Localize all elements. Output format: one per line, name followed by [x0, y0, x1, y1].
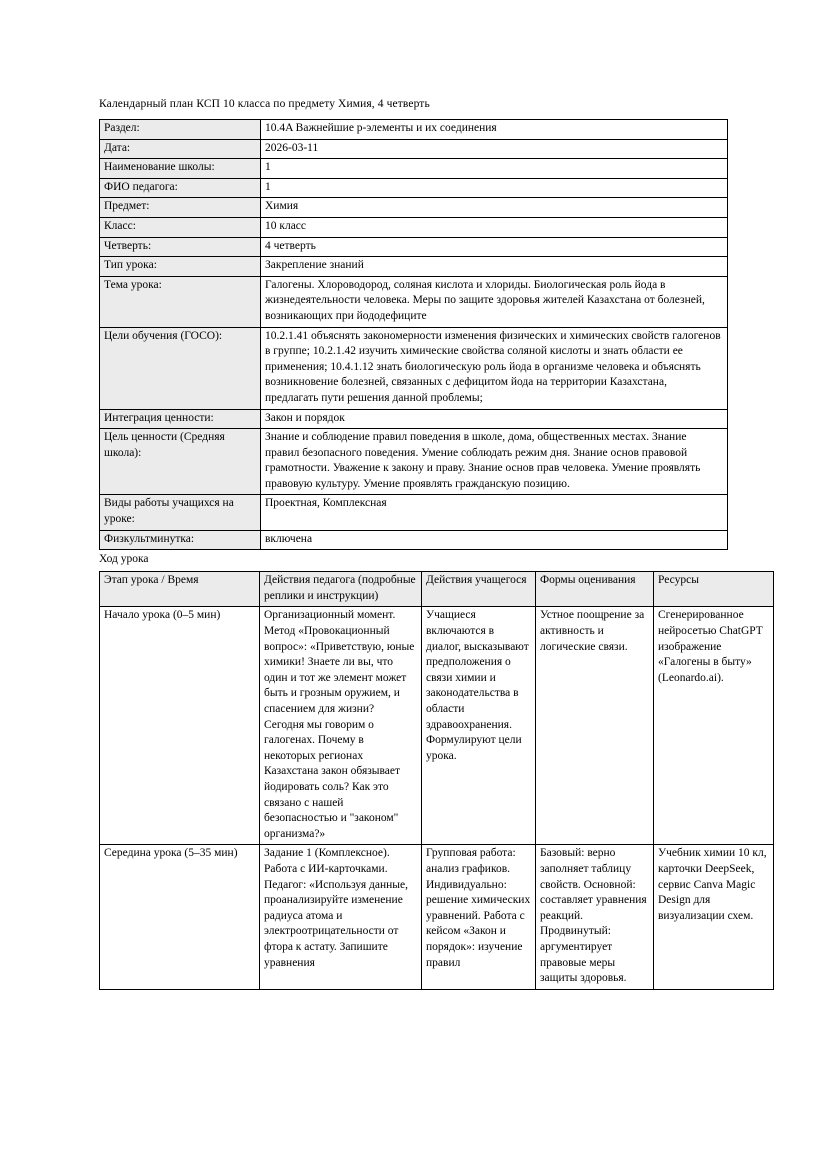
table-row	[100, 139, 728, 159]
cell-resources-start: Сгенерированное нейросетью ChatGPT изображение «Галогены в быту» (Leonardo.ai).	[654, 607, 774, 845]
cell-assessment-middle: Базовый: верно заполняет таблицу свойств. Основной: составляет уравнения реакций. Продвинутый: аргументирует правовые меры защиты здоровья.	[536, 845, 654, 989]
table-row	[100, 159, 728, 179]
info-value-lesson-topic: Галогены. Хлороводород, соляная кислота и хлориды. Биологическая роль йода в жизнедеятельности человека. Меры по защите здоровья жителей Казахстана от болезней, возникающих при йододефиците	[261, 276, 728, 327]
info-value-quarter: 4 четверть	[261, 237, 728, 257]
lesson-info-table	[99, 119, 728, 550]
info-label-physical-break: Физкультминутка:	[100, 530, 261, 550]
table-row	[100, 120, 728, 140]
column-header-assessment-forms: Формы оценивания	[536, 572, 654, 607]
column-header-stage: Этап урока / Время	[100, 572, 260, 607]
info-label-value-integration: Интеграция ценности:	[100, 409, 261, 429]
info-label-subject: Предмет:	[100, 198, 261, 218]
info-value-razdel: 10.4A Важнейшие p-элементы и их соединения	[261, 120, 728, 140]
column-header-student-actions: Действия учащегося	[422, 572, 536, 607]
info-label-school: Наименование школы:	[100, 159, 261, 179]
info-value-physical-break: включена	[261, 530, 728, 550]
table-row	[100, 237, 728, 257]
info-label-teacher: ФИО педагога:	[100, 178, 261, 198]
table-row	[100, 845, 774, 989]
table-row	[100, 530, 728, 550]
cell-teacher-middle: Задание 1 (Комплексное). Работа с ИИ-карточками. Педагог: «Используя данные, проанализируйте изменение радиуса атома и электроотрицательности от фтора к астату. Запишите уравнения	[260, 845, 422, 989]
info-label-work-types: Виды работы учащихся на уроке:	[100, 495, 261, 530]
info-value-subject: Химия	[261, 198, 728, 218]
table-header-row	[100, 572, 774, 607]
table-row	[100, 178, 728, 198]
info-label-razdel: Раздел:	[100, 120, 261, 140]
info-label-value-goal: Цель ценности (Средняя школа):	[100, 429, 261, 495]
info-value-value-goal: Знание и соблюдение правил поведения в школе, дома, общественных местах. Знание правил безопасного поведения. Умение соблюдать режим дня. Знание основ правовой грамотности. Уважение к закону и праву. Знание основ прав человека. Умение проявлять правовую культуру. Умение проявлять гражданскую позицию.	[261, 429, 728, 495]
info-value-value-integration: Закон и порядок	[261, 409, 728, 429]
info-value-teacher: 1	[261, 178, 728, 198]
table-row	[100, 607, 774, 845]
info-label-objectives: Цели обучения (ГОСО):	[100, 327, 261, 409]
table-row	[100, 327, 728, 409]
cell-stage-start: Начало урока (0–5 мин)	[100, 607, 260, 845]
table-row	[100, 257, 728, 277]
table-row	[100, 495, 728, 530]
info-value-objectives: 10.2.1.41 объяснять закономерности изменения физических и химических свойств галогенов в группе; 10.2.1.42 изучить химические свойства соляной кислоты и знать области ее применения; 10.4.1.12 знать биологическую роль йода в организме человека и объяснять возникновение болезней, связанных с дефицитом йода на территории Казахстана, предлагать пути решения данной проблемы;	[261, 327, 728, 409]
info-label-class: Класс:	[100, 217, 261, 237]
cell-student-start: Учащиеся включаются в диалог, высказывают предположения о связи химии и законодательства в области здравоохранения. Формулируют цели урока.	[422, 607, 536, 845]
cell-teacher-start: Организационный момент. Метод «Провокационный вопрос»: «Приветствую, юные химики! Знаете ли вы, что один и тот же элемент может быть и грозным оружием, и спасением для жизни? Сегодня мы говорим о галогенах. Почему в некоторых регионах Казахстана закон обязывает йодировать соль? Как это связано с нашей безопасностью и "законом" организма?»	[260, 607, 422, 845]
table-row	[100, 198, 728, 218]
info-label-quarter: Четверть:	[100, 237, 261, 257]
lesson-flow-table-head	[100, 572, 774, 607]
table-row	[100, 217, 728, 237]
column-header-resources: Ресурсы	[654, 572, 774, 607]
section-heading-lesson-flow: Ход урока	[99, 553, 149, 566]
table-row	[100, 429, 728, 495]
page-title: Календарный план КСП 10 класса по предмету Химия, 4 четверть	[99, 98, 430, 110]
info-value-school: 1	[261, 159, 728, 179]
cell-assessment-start: Устное поощрение за активность и логические связи.	[536, 607, 654, 845]
lesson-info-table-body	[100, 120, 728, 550]
info-value-work-types: Проектная, Комплексная	[261, 495, 728, 530]
info-value-class: 10 класс	[261, 217, 728, 237]
lesson-flow-table-body	[100, 607, 774, 989]
info-label-data: Дата:	[100, 139, 261, 159]
table-row	[100, 276, 728, 327]
info-label-lesson-topic: Тема урока:	[100, 276, 261, 327]
info-value-lesson-type: Закрепление знаний	[261, 257, 728, 277]
cell-stage-middle: Середина урока (5–35 мин)	[100, 845, 260, 989]
cell-resources-middle: Учебник химии 10 кл, карточки DeepSeek, сервис Canva Magic Design для визуализации схем.	[654, 845, 774, 989]
cell-student-middle: Групповая работа: анализ графиков. Индивидуально: решение химических уравнений. Работа с кейсом «Закон и порядок»: изучение правил	[422, 845, 536, 989]
info-label-lesson-type: Тип урока:	[100, 257, 261, 277]
lesson-flow-table	[99, 571, 774, 989]
table-row	[100, 409, 728, 429]
info-value-data: 2026-03-11	[261, 139, 728, 159]
column-header-teacher-actions: Действия педагога (подробные реплики и инструкции)	[260, 572, 422, 607]
